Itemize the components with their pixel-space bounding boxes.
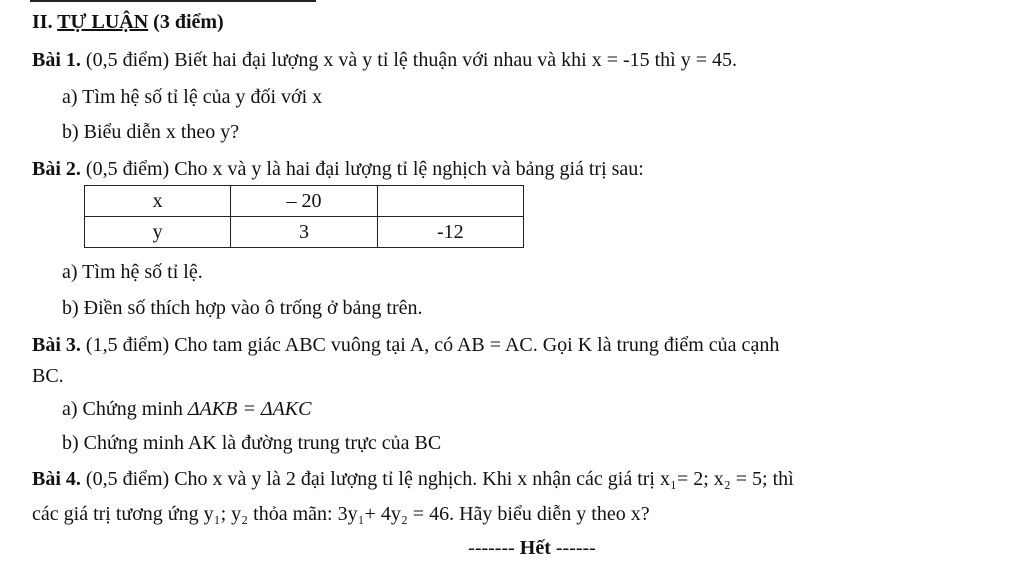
- table-cell: x: [85, 186, 231, 217]
- bai3-text-cont: BC.: [32, 365, 64, 387]
- table-cell: y: [85, 217, 231, 248]
- bai1-b: b) Biểu diễn x theo y?: [62, 121, 240, 143]
- bai2-a: a) Tìm hệ số tỉ lệ.: [62, 261, 203, 283]
- value-table: [84, 185, 524, 248]
- table-row-y: [85, 217, 524, 248]
- bai2-text: (0,5 điểm) Cho x và y là hai đại lượng tỉ lệ nghịch và bảng giá trị sau:: [80, 158, 644, 180]
- end-label: Hết: [514, 537, 556, 559]
- bai2-prompt: [32, 157, 644, 181]
- bai3-a-math: ΔAKB = ΔAKC: [187, 398, 312, 420]
- bai3-text: (1,5 điểm) Cho tam giác ABC vuông tại A, có AB = AC. Gọi K là trung điểm của cạnh: [80, 334, 780, 356]
- end-dash-right: ------: [555, 537, 596, 559]
- table-cell: -12: [377, 217, 523, 248]
- table-cell: – 20: [231, 186, 377, 217]
- section-title: [32, 10, 224, 34]
- bai3-a-prefix: a) Chứng minh: [62, 398, 188, 420]
- section-title-main: TỰ LUẬN: [57, 11, 149, 33]
- bai4-prompt: [32, 467, 794, 491]
- end-marker: [0, 536, 1024, 560]
- table-row-x: [85, 186, 524, 217]
- bai1-label: Bài 1.: [32, 49, 81, 71]
- bai3-prompt: [32, 333, 779, 357]
- section-prefix: II.: [32, 11, 58, 33]
- bai1-a: a) Tìm hệ số tỉ lệ của y đối với x: [62, 86, 323, 108]
- section-points: (3 điểm): [148, 11, 224, 33]
- bai1-text: (0,5 điểm) Biết hai đại lượng x và y tỉ lệ thuận với nhau và khi x = -15 thì y = 45.: [80, 49, 738, 71]
- top-rule: [30, 0, 316, 2]
- bai4-text-cont: các giá trị tương ứng y₁; y₂ thỏa mãn: 3y₁+ 4y₂ = 46. Hãy biểu diễn y theo x?: [32, 503, 650, 525]
- bai2-b: b) Điền số thích hợp vào ô trống ở bảng trên.: [62, 297, 423, 319]
- bai1-prompt: [32, 48, 737, 72]
- end-dash-left: -------: [468, 537, 515, 559]
- bai2-label: Bài 2.: [32, 158, 81, 180]
- bai3-b: b) Chứng minh AK là đường trung trực của BC: [62, 432, 442, 454]
- table-cell-empty: [377, 186, 523, 217]
- bai4-text: (0,5 điểm) Cho x và y là 2 đại lượng tỉ lệ nghịch. Khi x nhận các giá trị x₁= 2; x₂ = 5; thì: [80, 468, 794, 490]
- table-cell: 3: [231, 217, 377, 248]
- bai4-label: Bài 4.: [32, 468, 81, 490]
- bai3-label: Bài 3.: [32, 334, 81, 356]
- bai3-a: [62, 397, 312, 421]
